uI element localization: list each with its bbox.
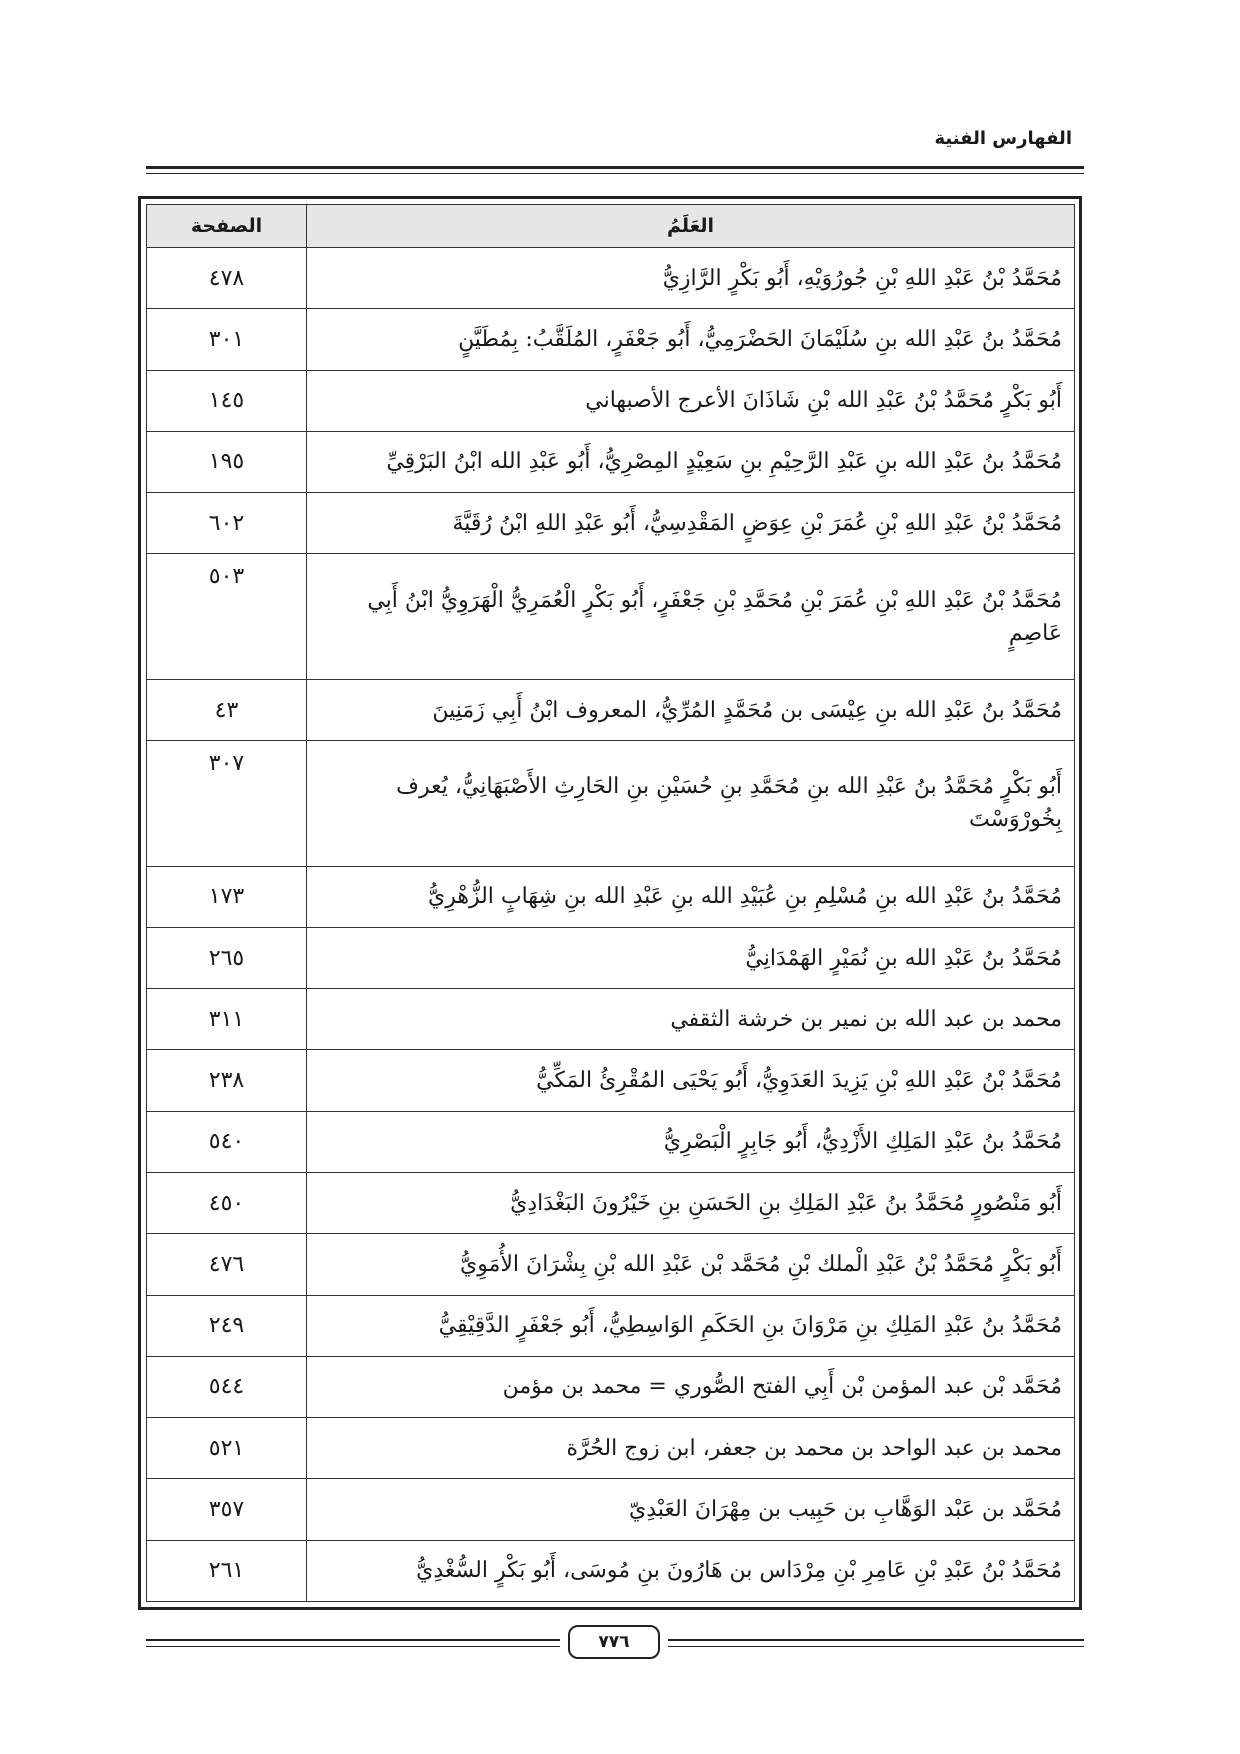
person-name-cell: مُحَمَّد بن عَبْد الوَهَّابِ بن حَبِيب بن مِهْرَانَ العَبْدِيّ <box>307 1479 1075 1540</box>
running-title: الفهارس الفنية <box>934 128 1072 149</box>
person-name-cell: مُحَمَّدُ بْنُ عَبْدِ اللهِ بْنِ عُمَرَ بْنِ عِوَضٍ المَقْدِسِيُّ، أَبُو عَبْدِ اللهِ ابْنُ رُقَيَّةَ <box>307 493 1075 554</box>
page-reference-cell: ١٧٣ <box>147 866 307 927</box>
column-header-name: العَلَمُ <box>307 205 1075 248</box>
page-reference-cell: ٤٧٨ <box>147 248 307 309</box>
page-reference-cell: ١٩٥ <box>147 431 307 492</box>
person-name-cell: مُحَمَّدُ بنُ عَبْدِ الله بنِ سُلَيْمَانَ الحَضْرَمِيُّ، أَبُو جَعْفَرٍ، المُلَقَّبُ: بِمُطَيَّنٍ <box>307 309 1075 370</box>
table-row <box>147 679 1075 740</box>
index-table <box>146 204 1075 1602</box>
table-row <box>147 1540 1075 1601</box>
index-table-frame <box>138 196 1082 1610</box>
page-reference-cell: ٥٢١ <box>147 1418 307 1479</box>
table-header-row <box>147 205 1075 248</box>
footer-rule-left <box>146 1639 560 1641</box>
page-reference-cell: ١٤٥ <box>147 370 307 431</box>
column-header-page: الصفحة <box>147 205 307 248</box>
table-row <box>147 309 1075 370</box>
person-name-cell: مُحَمَّد بْن عبد المؤمن بْن أَبِي الفتح الصُّوري = محمد بن مؤمن <box>307 1356 1075 1417</box>
person-name-cell: مُحَمَّدُ بنُ عَبْدِ الله بنِ نُمَيْرٍ الهَمْدَانِيُّ <box>307 927 1075 988</box>
person-name-cell: محمد بن عبد الواحد بن محمد بن جعفر، ابن زوج الحُرَّة <box>307 1418 1075 1479</box>
page-reference-cell: ٦٠٢ <box>147 493 307 554</box>
page-reference-cell: ٥٤٤ <box>147 1356 307 1417</box>
table-row <box>147 1173 1075 1234</box>
person-name-cell: مُحَمَّدُ بْنُ عَبْدِ بْنِ عَامِرِ بْنِ مِرْدَاس بن هَارُونَ بنِ مُوسَى، أَبُو بَكْرٍ السُّغْدِيُّ <box>307 1540 1075 1601</box>
table-row <box>147 1418 1075 1479</box>
page-reference-cell: ٢٦١ <box>147 1540 307 1601</box>
page-reference-cell: ٤٣ <box>147 679 307 740</box>
footer-rule-right-thin <box>668 1646 1084 1647</box>
table-row <box>147 1479 1075 1540</box>
person-name-cell: مُحَمَّدُ بْنُ عَبْدِ اللهِ بْنِ جُورُوَيْهِ، أَبُو بَكْرٍ الرَّازِيُّ <box>307 248 1075 309</box>
person-name-cell: مُحَمَّدُ بنُ عَبْدِ الله بنِ عَبْدِ الرَّحِيْمِ بنِ سَعِيْدٍ المِصْرِيُّ، أَبُو عَبْدِ الله ابْنُ البَرْقِيِّ <box>307 431 1075 492</box>
table-body <box>147 248 1075 1602</box>
table-row <box>147 1295 1075 1356</box>
footer-rule-left-thin <box>146 1646 560 1647</box>
person-name-cell: أَبُو بَكْرٍ مُحَمَّدُ بنُ عَبْدِ الله بنِ مُحَمَّدِ بنِ حُسَيْنِ بنِ الحَارِثِ الأَصْبَهَانِيُّ، يُعرف بِخُورْوَسْتَ <box>307 741 1075 867</box>
page-number: ٧٧٦ <box>568 1625 660 1659</box>
person-name-cell: أَبُو مَنْصُورٍ مُحَمَّدُ بنُ عَبْدِ المَلِكِ بنِ الحَسَنِ بنِ خَيْرُونَ البَغْدَادِيُّ <box>307 1173 1075 1234</box>
table-row <box>147 1234 1075 1295</box>
person-name-cell: مُحَمَّدُ بنُ عَبْدِ الله بنِ عِيْسَى بن مُحَمَّدٍ المُرِّيُّ، المعروف ابْنُ أَبِي زَمَنِينَ <box>307 679 1075 740</box>
person-name-cell: أَبُو بَكْرٍ مُحَمَّدُ بْنُ عَبْدِ الله بْنِ شَاذَانَ الأعرج الأصبهاني <box>307 370 1075 431</box>
person-name-cell: مُحَمَّدُ بنُ عَبْدِ المَلِكِ الأَزْدِيُّ، أَبُو جَابِرٍ الْبَصْرِيُّ <box>307 1111 1075 1172</box>
table-row <box>147 866 1075 927</box>
table-row <box>147 1356 1075 1417</box>
page-reference-cell: ٣٥٧ <box>147 1479 307 1540</box>
person-name-cell: مُحَمَّدُ بنُ عَبْدِ الله بنِ مُسْلِمِ بنِ عُبَيْدِ الله بنِ عَبْدِ الله بنِ شِهَابٍ الزُّهْرِيُّ <box>307 866 1075 927</box>
person-name-cell: مُحَمَّدُ بْنُ عَبْدِ اللهِ بْنِ يَزِيدَ العَدَوِيُّ، أَبُو يَحْيَى المُقْرِئُ المَكِّيُّ <box>307 1050 1075 1111</box>
table-row <box>147 493 1075 554</box>
page-reference-cell: ٤٧٦ <box>147 1234 307 1295</box>
table-row <box>147 370 1075 431</box>
footer-rule-right <box>668 1639 1084 1641</box>
table-row <box>147 1050 1075 1111</box>
header-rule <box>146 166 1084 169</box>
table-row <box>147 1111 1075 1172</box>
page-reference-cell: ٣١١ <box>147 989 307 1050</box>
person-name-cell: محمد بن عبد الله بن نمير بن خرشة الثقفي <box>307 989 1075 1050</box>
person-name-cell: مُحَمَّدُ بنُ عَبْدِ المَلِكِ بنِ مَرْوَانَ بنِ الحَكَمِ الوَاسِطِيُّ، أَبُو جَعْفَرٍ الدَّقِيْقِيُّ <box>307 1295 1075 1356</box>
table-row <box>147 927 1075 988</box>
page-reference-cell: ٢٦٥ <box>147 927 307 988</box>
page-reference-cell: ٢٤٩ <box>147 1295 307 1356</box>
table-row <box>147 554 1075 680</box>
table-row <box>147 741 1075 867</box>
table-row <box>147 989 1075 1050</box>
page-reference-cell: ٣٠٧ <box>147 741 307 867</box>
table-row <box>147 431 1075 492</box>
person-name-cell: مُحَمَّدُ بْنُ عَبْدِ اللهِ بْنِ عُمَرَ بْنِ مُحَمَّدِ بْنِ جَعْفَرٍ، أَبُو بَكْرٍ الْعُمَرِيُّ الْهَرَوِيُّ ابْنُ أَبِي عَاصِمٍ <box>307 554 1075 680</box>
page-reference-cell: ٢٣٨ <box>147 1050 307 1111</box>
page-reference-cell: ٤٥٠ <box>147 1173 307 1234</box>
page-reference-cell: ٥٠٣ <box>147 554 307 680</box>
table-row <box>147 248 1075 309</box>
page-reference-cell: ٥٤٠ <box>147 1111 307 1172</box>
person-name-cell: أَبُو بَكْرٍ مُحَمَّدُ بْنُ عَبْدِ الْملك بْنِ مُحَمَّد بْن عَبْدِ الله بْنِ بِشْرَانَ الأُمَوِيُّ <box>307 1234 1075 1295</box>
page-reference-cell: ٣٠١ <box>147 309 307 370</box>
header-rule-thin <box>146 173 1084 174</box>
